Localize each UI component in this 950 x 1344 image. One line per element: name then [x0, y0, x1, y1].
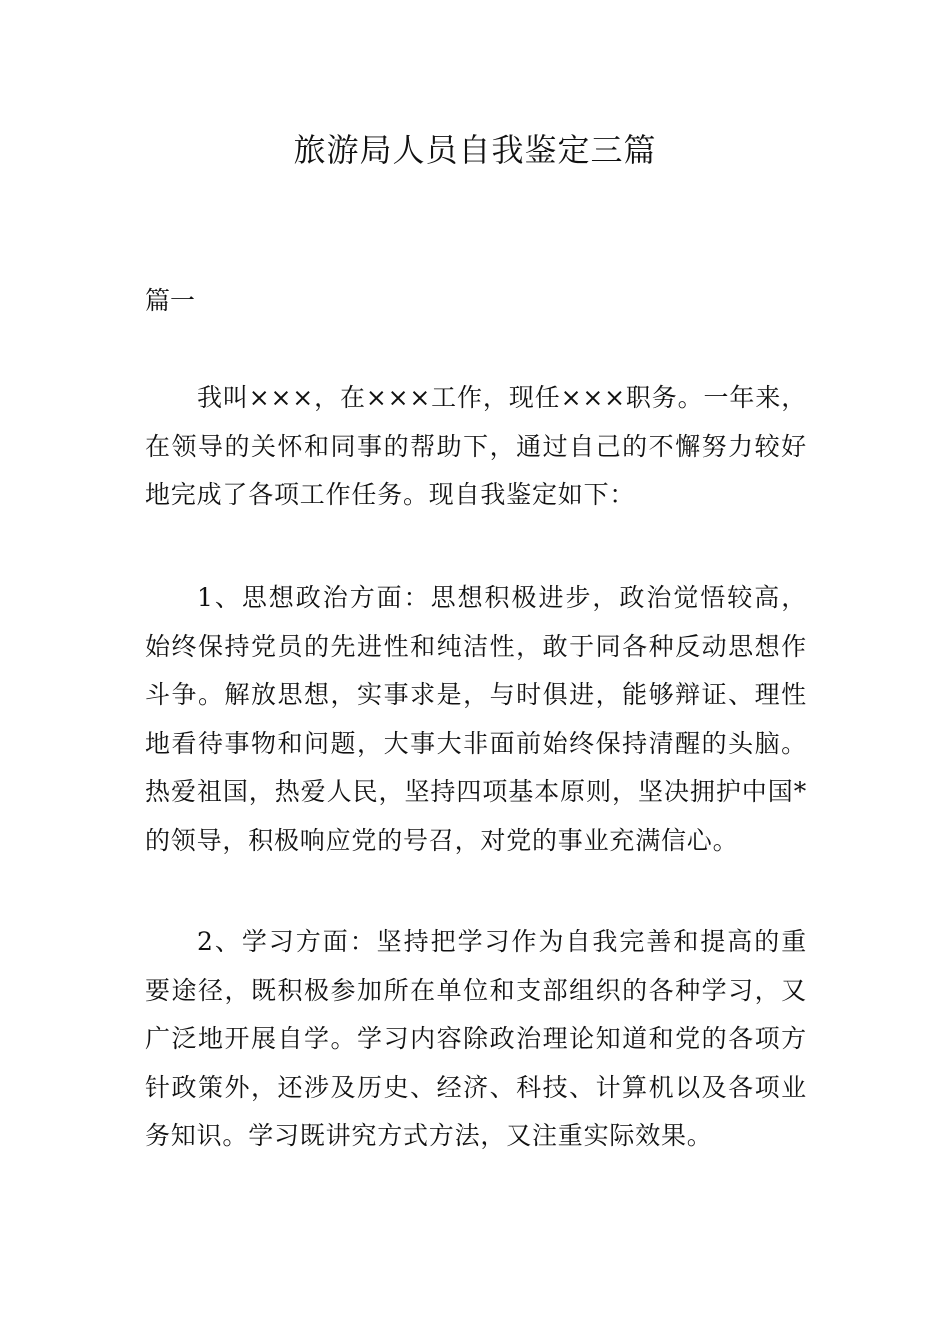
paragraph-study: 2、学习方面：坚持把学习作为自我完善和提高的重要途径，既积极参加所在单位和支部组织的各种学习，又广泛地开展自学。学习内容除政治理论知道和党的各项方针政策外，还涉及历史、经济、科技、计算机以及各项业务知识。学习既讲究方式方法，又注重实际效果。 [145, 927, 807, 1150]
document-title: 旅游局人员自我鉴定三篇 [293, 131, 657, 169]
paragraph-intro: 我叫×××，在×××工作，现任×××职务。一年来，在领导的关怀和同事的帮助下，通过自己的不懈努力较好地完成了各项工作任务。现自我鉴定如下： [145, 383, 807, 509]
paragraph-political: 1、思想政治方面：思想积极进步，政治觉悟较高，始终保持党员的先进性和纯洁性，敢于同各种反动思想作斗争。解放思想，实事求是，与时俱进，能够辩证、理性地看待事物和问题，大事大非面前始终保持清醒的头脑。热爱祖国，热爱人民，坚持四项基本原则，坚决拥护中国*的领导，积极响应党的号召，对党的事业充满信心。 [145, 583, 807, 855]
section-heading: 篇一 [145, 286, 196, 315]
